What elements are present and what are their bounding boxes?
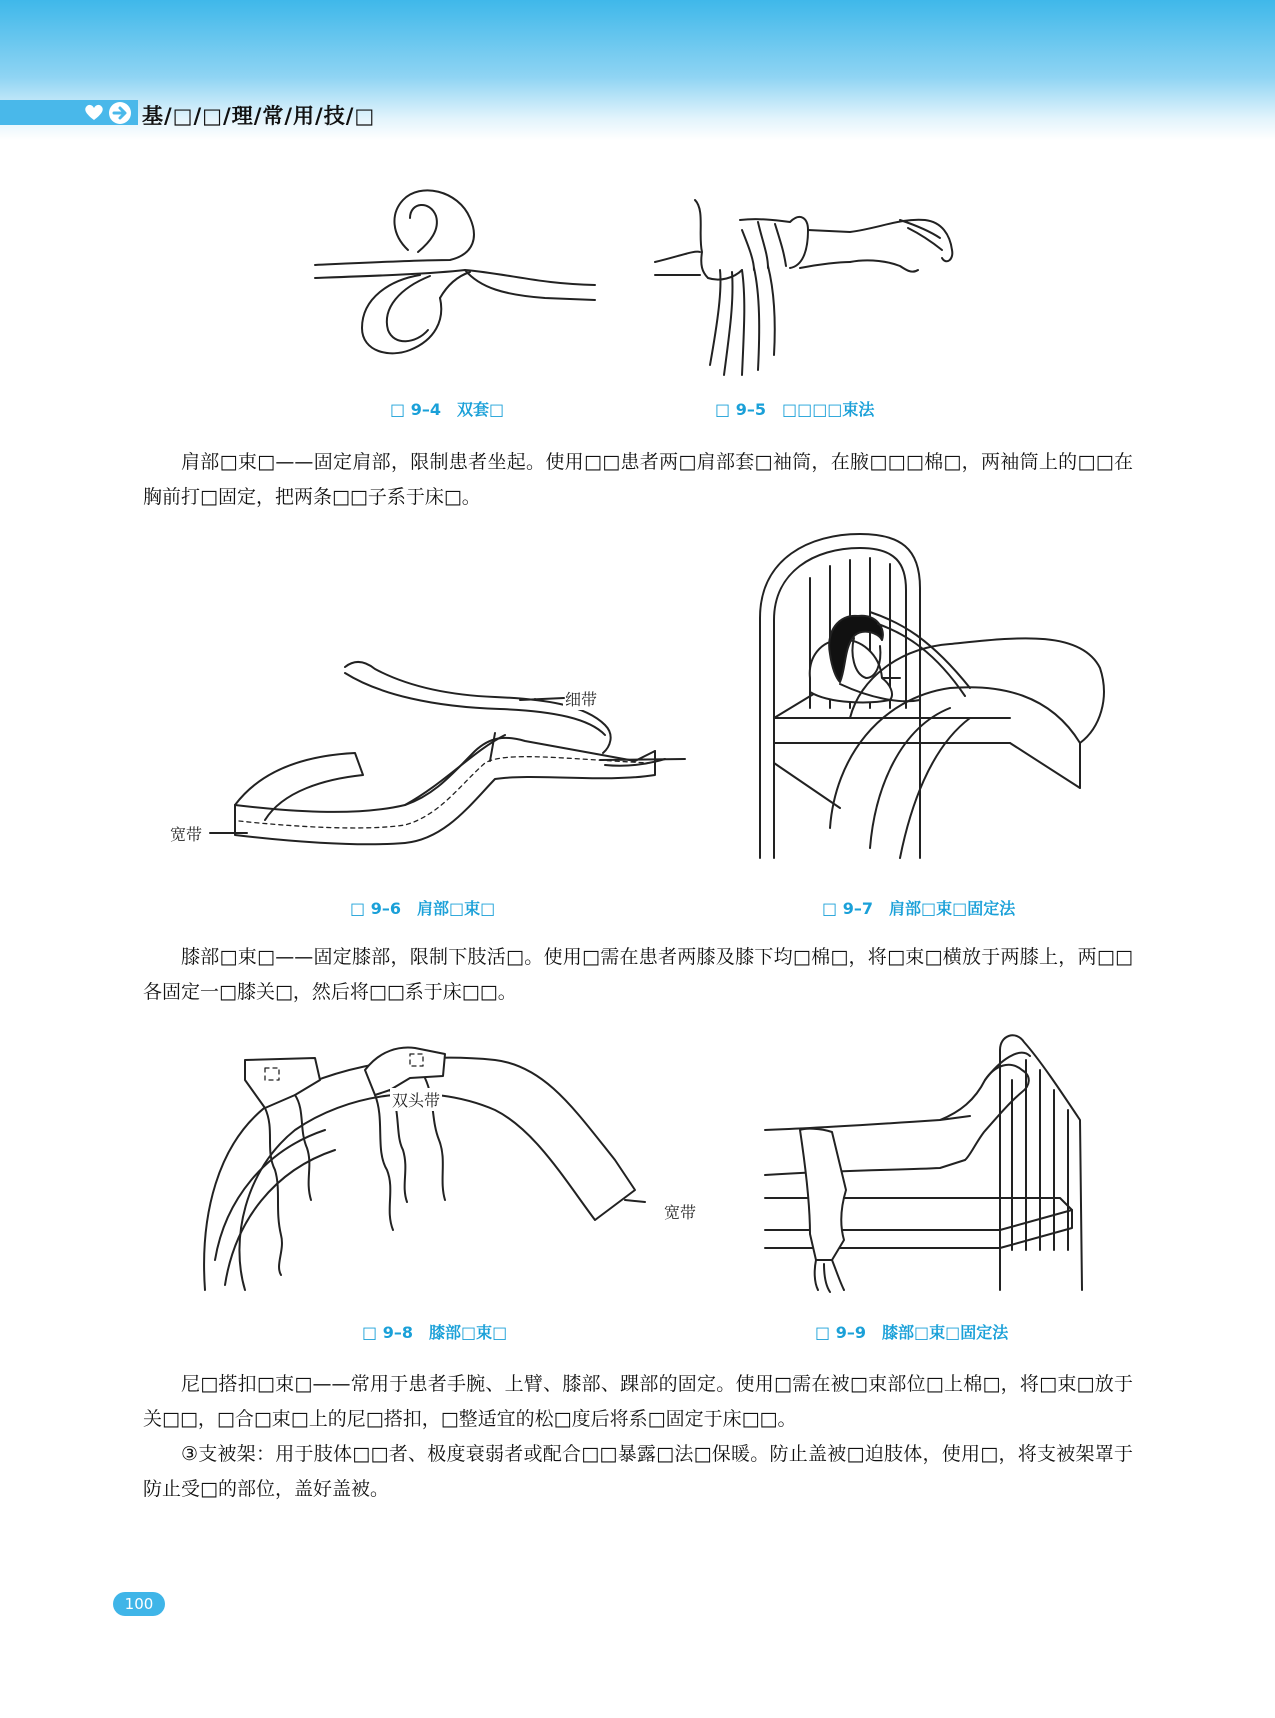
wide-strap-label-fig-9-8: 宽带 xyxy=(662,1200,698,1223)
figure-9-5-wrist-restraint xyxy=(650,190,970,390)
page-number: 100 xyxy=(113,1592,165,1616)
paragraph-shoulder-restraint: 肩部□束□——固定肩部，限制患者坐起。使用□□患者两□肩部套□袖筒，在腋□□□棉□，两袖筒上的□□在胸前打□固定，把两条□□子系于床□。 xyxy=(143,451,1133,508)
figure-9-7-caption: □ 9–7 肩部□束□固定法 xyxy=(822,899,1016,918)
figure-9-8-knee-strap xyxy=(195,1040,695,1300)
book-title: 基/□/□/理/常/用/技/□ xyxy=(142,104,376,128)
figure-9-9-knee-fixation xyxy=(760,1020,1100,1300)
thin-strap-label: 细带 xyxy=(563,687,599,710)
double-strap-label: 双头带 xyxy=(390,1088,442,1111)
figure-9-7-shoulder-fixation xyxy=(750,528,1130,868)
figure-9-5-caption: □ 9–5 □□□□束法 xyxy=(715,400,875,419)
wide-strap-label-fig-9-6: 宽带 xyxy=(168,822,204,845)
figure-9-9-caption: □ 9–9 膝部□束□固定法 xyxy=(815,1323,1009,1342)
figure-9-4-double-loop xyxy=(300,180,610,380)
heart-icon xyxy=(84,103,104,121)
thin-strap-leader-line xyxy=(520,690,570,710)
paragraph-bed-cradle: ③支被架：用于肢体□□者、极度衰弱者或配合□□暴露□法□保暖。防止盖被□迫肢体，使用□，将支被架罩于防止受□的部位，盖好盖被。 xyxy=(143,1443,1133,1500)
arrow-right-icon xyxy=(108,101,132,125)
figure-9-4-caption: □ 9–4 双套□ xyxy=(390,400,505,419)
paragraph-velcro-restraint: 尼□搭扣□束□——常用于患者手腕、上臂、膝部、踝部的固定。使用□需在被□束部位□上棉□，将□束□放于关□□，□合□束□上的尼□搭扣，□整适宜的松□度后将系□固定于床□□。 xyxy=(143,1373,1133,1430)
paragraph-knee-restraint: 膝部□束□——固定膝部，限制下肢活□。使用□需在患者两膝及膝下均□棉□，将□束□横放于两膝上，两□□各固定一□膝关□，然后将□□系于床□□。 xyxy=(143,946,1133,1003)
figure-9-6-caption: □ 9–6 肩部□束□ xyxy=(350,899,496,918)
figure-9-8-caption: □ 9–8 膝部□束□ xyxy=(362,1323,508,1342)
figure-9-6-shoulder-strap xyxy=(205,655,705,865)
